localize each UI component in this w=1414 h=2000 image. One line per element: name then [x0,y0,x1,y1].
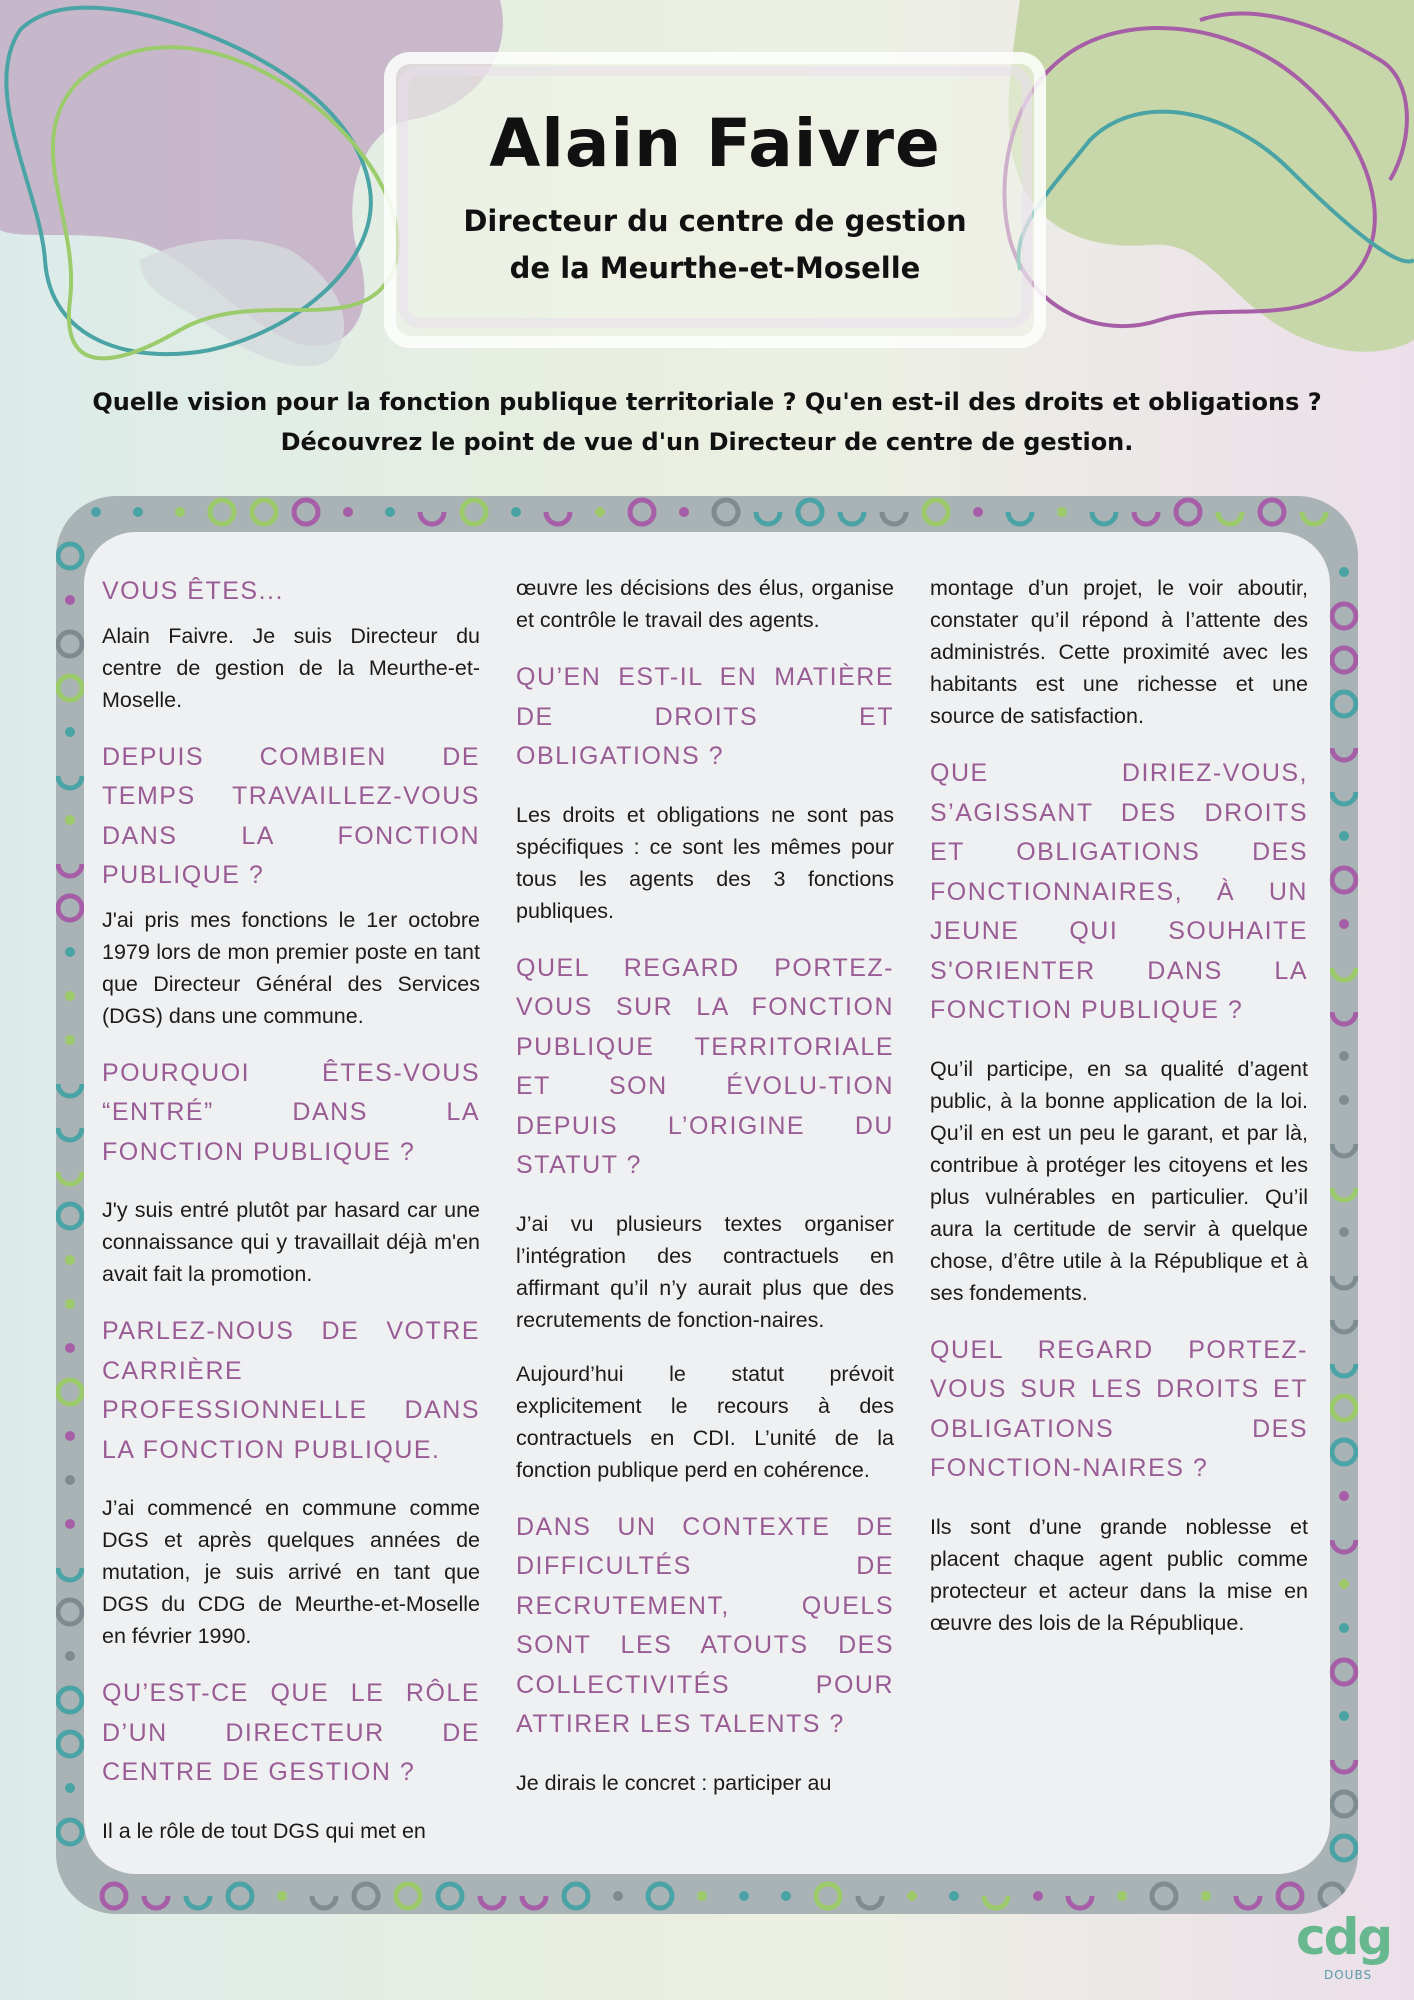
pattern-shape [1332,1364,1356,1376]
answer-text: Je dirais le concret : participer au [516,1770,832,1795]
pattern-shape [1332,968,1356,980]
pattern-shape [1332,648,1356,672]
pattern-shape [1332,1276,1356,1288]
column-3 [930,572,1308,1639]
pattern-shape [949,1891,959,1901]
pattern-shape [882,512,906,524]
answer-text: J’ai vu plusieurs textes organiser l’intégration des contractuels en affirmant qu’il n’y aurait plus que des recrutements de fonction-naires. [516,1211,894,1332]
pattern-shape [1332,748,1356,760]
pattern-shape [973,507,983,517]
answer-text: Les droits et obligations ne sont pas spécifiques : ce sont les mêmes pour tous les agents des 3 fonctions publiques. [516,802,894,923]
pattern-shape [714,500,738,524]
person-role [384,198,1046,292]
pattern-shape [1068,1896,1092,1908]
pattern-shape [1339,831,1349,841]
pattern-shape [798,500,822,524]
pattern-shape [1339,1711,1349,1721]
pattern-shape [1339,1095,1349,1105]
pattern-shape [277,1891,287,1901]
pattern-shape [1134,512,1158,524]
pattern-shape [420,512,444,524]
pattern-shape [58,1732,82,1756]
pattern-shape [58,776,82,788]
pattern-shape [1332,1660,1356,1684]
pattern-shape [1332,1792,1356,1816]
pattern-shape [1339,1623,1349,1633]
pattern-shape [1008,512,1032,524]
pattern-shape [58,1128,82,1140]
pattern-shape [91,507,101,517]
pattern-shape [1339,919,1349,929]
pattern-shape [924,500,948,524]
question-heading: QUEL REGARD PORTEZ-VOUS SUR LES DROITS ET OBLIGATIONS DES FONCTION-NAIRES ? [930,1335,1308,1482]
person-name: Alain Faivre [489,105,941,182]
pattern-shape [65,1035,75,1045]
question-heading: QUEL REGARD PORTEZ-VOUS SUR LA FONCTION PUBLIQUE TERRITORIALE ET SON ÉVOLU-TION DEPUIS L’ORIGINE DU STATUT ? [516,953,894,1179]
pattern-shape [1320,1884,1344,1908]
column-2 [516,572,894,1799]
pattern-shape [186,1896,210,1908]
question-heading: VOUS ÊTES... [102,577,284,605]
pattern-shape [907,1891,917,1901]
pattern-shape [1339,1227,1349,1237]
pattern-shape [1332,1760,1356,1772]
pattern-shape [1339,1579,1349,1589]
pattern-shape [816,1884,840,1908]
pattern-shape [1332,1012,1356,1024]
answer-text: J'y suis entré plutôt par hasard car une connaissance qui y travaillait déjà m'en avait fait la promotion. [102,1198,480,1286]
pattern-shape [858,1896,882,1908]
question-heading: QU’EN EST-IL EN MATIÈRE DE DROITS ET OBLIGATIONS ? [516,663,894,770]
pattern-shape [58,632,82,656]
intro-line-1: Quelle vision pour la fonction publique territoriale ? Qu'en est-il des droits et obligations ? [92,388,1322,416]
pattern-shape [58,1820,82,1844]
pattern-shape [65,1475,75,1485]
pattern-shape [102,1884,126,1908]
pattern-shape [1332,1396,1356,1420]
pattern-shape [697,1891,707,1901]
pattern-shape [1236,1896,1260,1908]
role-line-1: Directeur du centre de gestion [463,204,967,238]
pattern-shape [1332,1144,1356,1156]
pattern-shape [1332,792,1356,804]
pattern-shape [58,864,82,876]
pattern-shape [1332,1836,1356,1860]
pattern-shape [739,1891,749,1901]
question-heading: DANS UN CONTEXTE DE DIFFICULTÉS DE RECRUTEMENT, QUELS SONT LES ATOUTS DES COLLECTIVITÉS POUR ATTIRER LES TALENTS ? [516,1512,894,1738]
question-heading: DEPUIS COMBIEN DE TEMPS TRAVAILLEZ-VOUS DANS LA FONCTION PUBLIQUE ? [102,742,480,889]
pattern-shape [1332,692,1356,716]
pattern-shape [58,1172,82,1184]
answer-text: montage d’un projet, le voir aboutir, constater qu’il répond à l’attente des administrés. Cette proximité avec les habitants est une richesse et une source de satisfaction. [930,576,1308,728]
pattern-shape [228,1884,252,1908]
pattern-shape [462,500,486,524]
pattern-shape [1117,1891,1127,1901]
logo-main: cdg [1296,1908,1392,1966]
cdg-logo [1296,1908,1396,1990]
pattern-shape [252,500,276,524]
pattern-shape [1339,1051,1349,1061]
question-heading: PARLEZ-NOUS DE VOTRE CARRIÈRE PROFESSIONNELLE DANS LA FONCTION PUBLIQUE. [102,1317,480,1464]
answer-text: Alain Faivre. Je suis Directeur du centre de gestion de la Meurthe-et-Moselle. [102,623,480,712]
pattern-shape [1152,1884,1176,1908]
pattern-shape [58,1204,82,1228]
intro-line-2: Découvrez le point de vue d'un Directeur de centre de gestion. [280,428,1134,456]
pattern-shape [1057,507,1067,517]
pattern-shape [58,896,82,920]
answer-text: J’ai commencé en commune comme DGS et après quelques années de mutation, je suis arrivé en tant que DGS du CDG de Meurthe-et-Moselle en février 1990. [102,1496,480,1648]
pattern-shape [65,1519,75,1529]
role-line-2: de la Meurthe-et-Moselle [509,251,921,285]
pattern-shape [1176,500,1200,524]
pattern-shape [1332,868,1356,892]
pattern-shape [1302,512,1326,524]
pattern-shape [1339,1491,1349,1501]
pattern-shape [840,512,864,524]
pattern-shape [65,1783,75,1793]
pattern-shape [756,512,780,524]
pattern-shape [1339,567,1349,577]
answer-text: Aujourd’hui le statut prévoit explicitement le recours à des contractuels en CDI. L’unité de la fonction publique perd en cohérence. [516,1361,894,1482]
logo-sub: DOUBS [1324,1968,1373,1982]
pattern-shape [1278,1884,1302,1908]
pattern-shape [65,595,75,605]
pattern-shape [294,500,318,524]
pattern-shape [312,1896,336,1908]
pattern-shape [1218,512,1242,524]
pattern-shape [595,507,605,517]
pattern-shape [65,1343,75,1353]
column-1 [102,572,480,1847]
answer-text: Qu’il participe, en sa qualité d’agent public, à la bonne application de la loi. Qu’il en est un peu le garant, et par là, contribue à protéger les citoyens et les plus vulnérables en particulier. Qu’il aura la certitude de servir à quelque chose, d’être utile à la République et à ses fondements. [930,1056,1308,1305]
pattern-shape [133,507,143,517]
pattern-shape [630,500,654,524]
pattern-shape [781,1891,791,1901]
pattern-shape [65,1431,75,1441]
pattern-shape [984,1896,1008,1908]
pattern-shape [679,507,689,517]
answer-text: Il a le rôle de tout DGS qui met en [102,1818,426,1843]
intro-text [60,382,1354,462]
pattern-shape [65,1299,75,1309]
pattern-shape [1332,1540,1356,1552]
pattern-shape [1260,500,1284,524]
answer-text: J'ai pris mes fonctions le 1er octobre 1979 lors de mon premier poste en tant que Directeur Général des Services (DGS) dans une commune. [102,907,480,1028]
pattern-shape [58,676,82,700]
pattern-shape [144,1896,168,1908]
pattern-shape [354,1884,378,1908]
question-heading: QU’EST-CE QUE LE RÔLE D’UN DIRECTEUR DE CENTRE DE GESTION ? [102,1679,480,1786]
pattern-shape [58,1600,82,1624]
question-heading: QUE DIRIEZ-VOUS, S’AGISSANT DES DROITS ET OBLIGATIONS DES FONCTIONNAIRES, À UN JEUNE QUI SOUHAITE S'ORIENTER DANS LA FONCTION PUBLIQUE ? [930,759,1308,1024]
pattern-shape [1092,512,1116,524]
pattern-shape [1332,1320,1356,1332]
pattern-shape [58,1380,82,1404]
pattern-shape [648,1884,672,1908]
pattern-shape [65,947,75,957]
pattern-shape [546,512,570,524]
question-heading: POURQUOI ÊTES-VOUS “ENTRÉ” DANS LA FONCTION PUBLIQUE ? [102,1058,480,1166]
pattern-shape [1332,1188,1356,1200]
pattern-shape [1201,1891,1211,1901]
answer-text: œuvre les décisions des élus, organise et contrôle le travail des agents. [516,576,894,632]
pattern-shape [58,1084,82,1096]
pattern-shape [1332,604,1356,628]
pattern-shape [480,1896,504,1908]
pattern-shape [522,1896,546,1908]
pattern-shape [564,1884,588,1908]
pattern-shape [65,815,75,825]
answer-text: Ils sont d’une grande noblesse et placent chaque agent public comme protecteur et acteur dans la mise en œuvre des lois de la République. [930,1514,1308,1635]
pattern-shape [396,1884,420,1908]
pattern-shape [511,507,521,517]
pattern-shape [58,544,82,568]
pattern-shape [343,507,353,517]
pattern-shape [613,1891,623,1901]
pattern-shape [65,1651,75,1661]
pattern-shape [1033,1891,1043,1901]
pattern-shape [65,727,75,737]
pattern-shape [58,1688,82,1712]
pattern-shape [65,991,75,1001]
pattern-shape [58,1568,82,1580]
pattern-shape [65,1255,75,1265]
pattern-shape [385,507,395,517]
pattern-shape [438,1884,462,1908]
pattern-shape [175,507,185,517]
pattern-shape [1332,1440,1356,1464]
pattern-shape [210,500,234,524]
